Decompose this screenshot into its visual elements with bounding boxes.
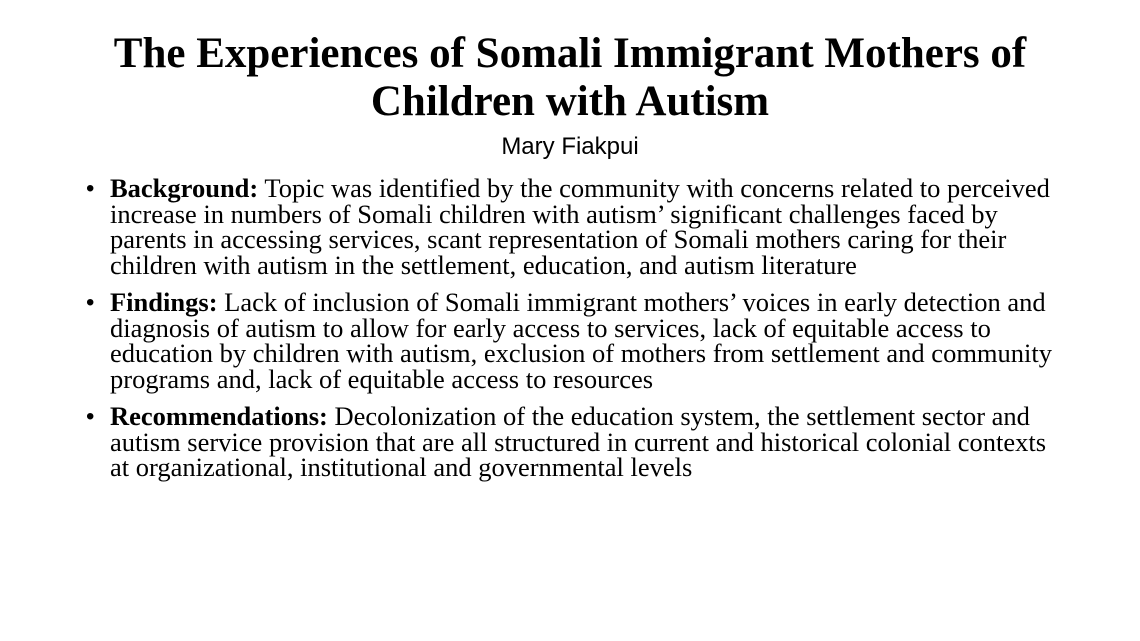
bullet-text: Decolonization of the education system, the settlement sector and autism service provision that are all structured in current and historical colonial contexts at organizational, institutional and governmental levels <box>110 401 1047 482</box>
bullet-heading: Findings: <box>110 287 218 317</box>
bullet-findings <box>86 287 1056 394</box>
bullet-text: Lack of inclusion of Somali immigrant mothers’ voices in early detection and diagnosis of autism to allow for early access to services, lack of equitable access to education by children with autism, exclusion of mothers from settlement and community programs and, lack of equitable access to resources <box>110 287 1053 394</box>
bullet-list <box>86 173 1056 493</box>
bullet-recommendations <box>86 401 1056 482</box>
bullet-heading: Recommendations: <box>110 401 328 431</box>
bullet-background <box>86 173 1056 280</box>
bullet-text: Topic was identified by the community with concerns related to perceived increase in numbers of Somali children with autism’ significant challenges faced by parents in accessing services, scant representation of Somali mothers caring for their children with autism in the settlement, education, and autism literature <box>110 173 1050 280</box>
slide-title: The Experiences of Somali Immigrant Mothers of Children with Autism <box>113 30 1027 125</box>
bullet-heading: Background: <box>110 173 259 203</box>
author-name: Mary Fiakpui <box>501 133 639 160</box>
